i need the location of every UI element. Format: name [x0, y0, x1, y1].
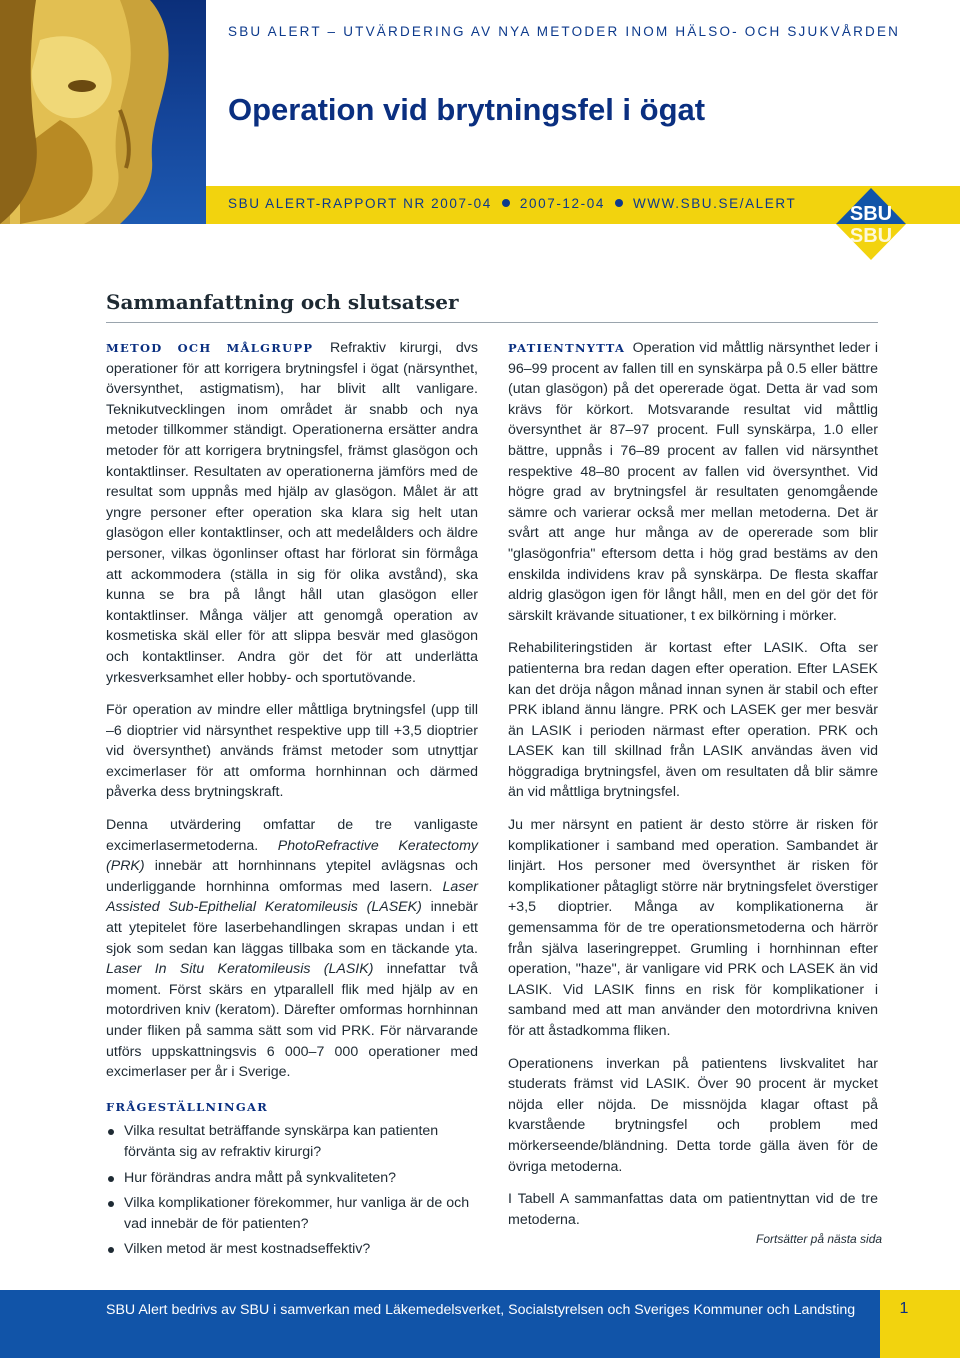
- list-item: Vilken metod är mest kostnadseffektiv?: [106, 1239, 478, 1260]
- term-lasik: Laser In Situ Keratomileusis (LASIK): [106, 961, 374, 978]
- questions-heading: FRÅGESTÄLLNINGAR: [106, 1099, 269, 1114]
- lead-patient-benefit: PATIENTNYTTA: [508, 341, 626, 355]
- header-banner: [0, 0, 960, 247]
- paragraph-table-reference: I Tabell A sammanfattas data om patientnyttan vid de tre metoderna.: [508, 1191, 878, 1228]
- text-segment: innebär att hornhinnans ytepitel avlägsnas och underliggande hornhinna omformas med lasern.: [106, 858, 478, 895]
- paragraph-method-text: Refraktiv kirurgi, dvs operationer för att korrigera brytningsfel i ögat (närsynthet, översynthet, astigmatism), har blivit allt vanligare. Teknikutvecklingen inom området är snabb och nya metoder tillkommer ständigt. Operationerna ersätter andra metoder för att korrigera brytningsfel, främst glasögon och kontaktlinser. Resultaten av operationerna jämförs med de resultat som uppnås med hjälp av glasögon. Målet är att yngre personer efter operation ska klara sig helt utan glasögon eller kontaktlinser, och att medelålders och äldre personer, vilkas ögonlinser oftast har förlorat sin förmåga att ackommodera (ställa in sig för olika avstånd), ska kunna se bra på långt håll utan glasögon eller kontaktlinser. Många väljer att genomgå operation av kosmetiska skäl eller för att slippa besvär med glasögon och kontaktlinser. Andra gör det för att underlätta yrkesverksamhet eller hobby- och sportutövande.: [106, 340, 478, 686]
- text-segment: innefattar två moment. Först skärs en ytparallell flik med hjälp av en motordriven kniv (keratom). Därefter omformas hornhinnan under fliken på samma sätt som vid PRK. För närvarande utförs uppskattningsvis 6 000–7 000 operationer med excimerlaser per år i Sverige.: [106, 961, 479, 1081]
- paragraph-rehabilitation: Rehabiliteringstiden är kortast efter LASIK. Ofta ser patienterna bra redan dagen efter operation. Efter LASEK kan det dröja någon månad innan synen är stabil och efter PRK ibland ännu längre. PRK och LASEK ger mer besvär än LASIK i perioden närmast efter operation. PRK och LASEK kan till skillnad från LASIK användas även vid höggradiga brytningsfel, även om resultaten då blir sämre än vid måttliga brytningsfel.: [508, 640, 878, 801]
- logo-text-reflection: SBU: [849, 225, 893, 247]
- footer-text: SBU Alert bedrivs av SBU i samverkan med Läkemedelsverket, Socialstyrelsen och Sveriges Kommuner och Landsting: [106, 1302, 856, 1318]
- paragraph-method: [106, 338, 478, 688]
- report-info: [228, 196, 796, 211]
- paragraph-three-methods: [106, 815, 478, 1083]
- section-heading: Sammanfattning och slutsatser: [106, 290, 459, 314]
- statue-face-image: [0, 0, 206, 224]
- list-item: Vilka komplikationer förekommer, hur vanliga är de och vad innebär de för patienten?: [106, 1193, 478, 1234]
- paragraph-quality-of-life: Operationens inverkan på patientens livskvalitet har studerats främst vid LASIK. Över 90 procent är mycket nöjda eller nöjda. De missnöjda klagar oftast på kvarstående brytningsfel och problem med mörkerseende/bländning. Detta torde gälla även för de övriga metoderna.: [508, 1055, 878, 1175]
- paragraph-laser-methods: För operation av mindre eller måttliga brytningsfel (upp till –6 dioptrier vid närsynthet respektive upp till +3,5 dioptrier vid översynthet) används främst metoder som utnyttjar excimerlaser för att omforma hornhinnan och därmed påverka dess brytningskraft.: [106, 702, 478, 801]
- logo-text: SBU: [849, 203, 893, 225]
- header-photo: [0, 0, 206, 224]
- term-prk: PhotoRefractive Keratectomy (PRK): [106, 837, 478, 875]
- list-item: Hur förändras andra mått på synkvaliteten?: [106, 1168, 478, 1189]
- bullet-separator: [502, 199, 510, 207]
- list-item: Vilka resultat beträffande synskärpa kan patienten förvänta sig av refraktiv kirurgi?: [106, 1121, 478, 1162]
- footer-bar: [0, 1290, 960, 1358]
- series-label: SBU ALERT – UTVÄRDERING AV NYA METODER INOM HÄLSO- OCH SJUKVÅRDEN: [228, 24, 901, 39]
- right-column: [508, 338, 878, 1242]
- report-number: SBU ALERT-RAPPORT NR 2007-04: [228, 196, 492, 211]
- text-segment: innebär att ytepitelet före laserbehandlingen skrapas undan i ett sjok som sedan kan läggas tillbaka som en täckande yta.: [106, 899, 478, 957]
- lead-method: METOD OCH MÅLGRUPP: [106, 341, 314, 355]
- paragraph-complications: Ju mer närsynt en patient är desto större är risken för komplikationer i samband med operation. Sambandet är linjärt. Hos personer med översynthet är risken för komplikationer påtagligt större när brytningsfelet överstiger +3,5 dioptrier. Många av komplikationerna är gemensamma för de tre operationsmetoderna och härrör från själva laseringreppet. Grumling i hornhinnan efter operation, "haze", är vanligare vid PRK och LASEK än vid LASIK. Vid LASIK finns en risk för komplikationer i samband med att man använder den motordrivna kniven för att åstadkomma fliken.: [508, 817, 878, 1039]
- page-number: 1: [899, 1300, 909, 1317]
- sbu-logo: [834, 186, 908, 262]
- report-date: 2007-12-04: [519, 196, 605, 211]
- paragraph-patient-benefit: [508, 338, 878, 626]
- heading-divider: [106, 322, 878, 323]
- report-url[interactable]: WWW.SBU.SE/ALERT: [632, 196, 797, 211]
- term-lasek: Laser Assisted Sub-Epithelial Keratomileusis (LASEK): [106, 878, 478, 916]
- left-column: [106, 338, 478, 1265]
- bullet-separator: [615, 199, 623, 207]
- text-segment: Denna utvärdering omfattar de tre vanligaste excimerlasermetoderna.: [106, 817, 478, 854]
- page-title: Operation vid brytningsfel i ögat: [228, 92, 706, 127]
- continues-note: Fortsätter på nästa sida: [756, 1232, 883, 1246]
- paragraph-patient-benefit-text: Operation vid måttlig närsynthet leder i 96–99 procent av fallen till en synskärpa på 0.5 eller bättre (utan glasögon) på det opererade ögat. Detta är vad som krävs för körkort. Motsvarande resultat vid måttlig översynthet är 87–97 procent. Full synskärpa, 1.0 eller bättre, uppnås i 76–89 procent av fallen vid närsynthet respektive 48–80 procent av fallen vid översynthet. Vid högre grad av brytningsfel är resultaten genomgående sämre och varierar också mer mellan metoderna. Det är svårt att ange hur många av de opererade som blir "glasögonfria" eftersom detta i hög grad bestäms av den enskilda individens krav på synskärpa. De flesta skaffar aldrig glasögon igen för långt håll, men en del gör det för särskilt krävande situationer, t ex bilkörning i mörker.: [508, 340, 878, 624]
- questions-list: [106, 1121, 478, 1260]
